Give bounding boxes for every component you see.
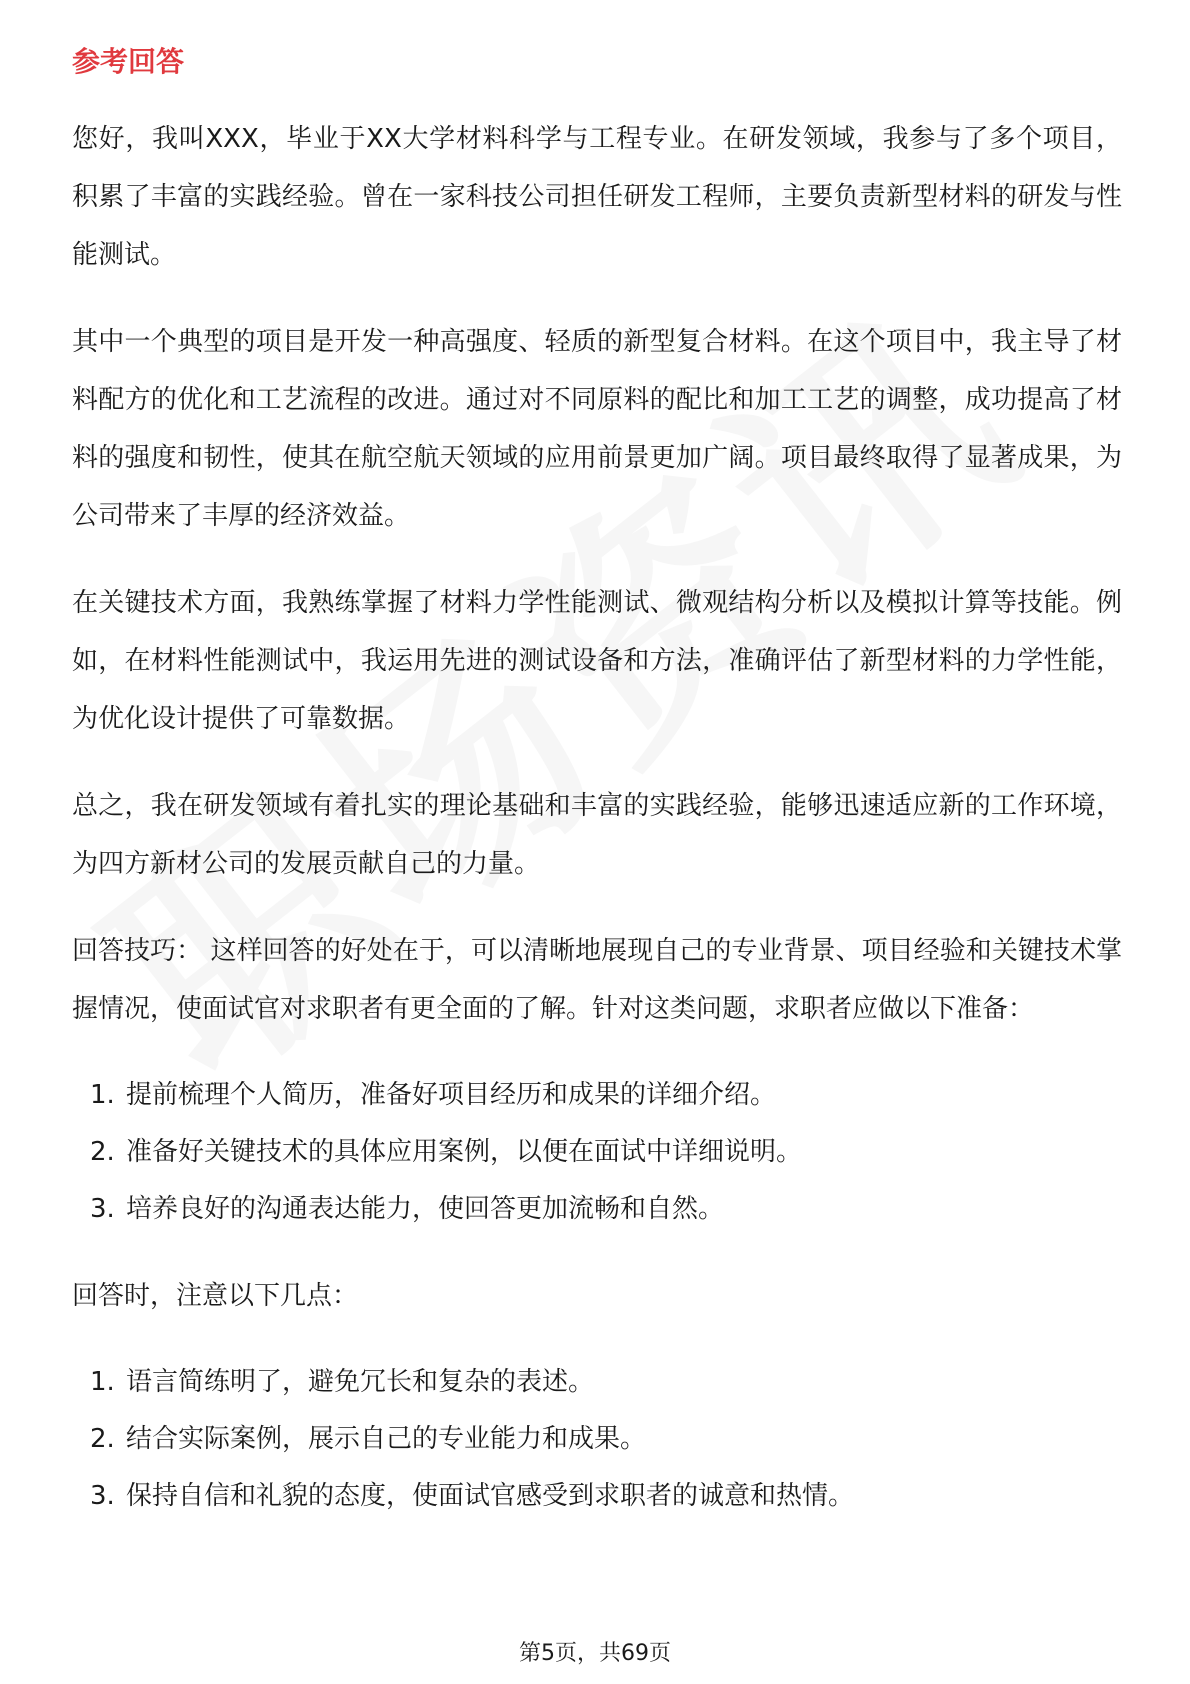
list-number: 2. bbox=[90, 1137, 115, 1167]
paragraph-project: 其中一个典型的项目是开发一种高强度、轻质的新型复合材料。在这个项目中，我主导了材料配方的优化和工艺流程的改进。通过对不同原料的配比和加工工艺的调整，成功提高了材料的强度和韧性，使其在航空航天领域的应用前景更加广阔。项目最终取得了显著成果，为公司带来了丰厚的经济效益。 bbox=[72, 327, 1122, 531]
paragraph-summary: 总之，我在研发领域有着扎实的理论基础和丰富的实践经验，能够迅速适应新的工作环境，为四方新材公司的发展贡献自己的力量。 bbox=[72, 791, 1122, 879]
list-text: 结合实际案例，展示自己的专业能力和成果。 bbox=[126, 1424, 647, 1454]
paragraph-notes-heading: 回答时，注意以下几点： bbox=[72, 1281, 359, 1311]
list-text: 提前梳理个人简历，准备好项目经历和成果的详细介绍。 bbox=[126, 1080, 777, 1110]
section-heading: 参考回答 bbox=[72, 45, 185, 78]
preparation-list bbox=[72, 1067, 1122, 1238]
list-item bbox=[72, 1067, 1122, 1124]
list-number: 1. bbox=[90, 1367, 115, 1397]
list-number: 1. bbox=[90, 1080, 115, 1110]
paragraph-intro: 您好，我叫XXX，毕业于XX大学材料科学与工程专业。在研发领域，我参与了多个项目，积累了丰富的实践经验。曾在一家科技公司担任研发工程师，主要负责新型材料的研发与性能测试。 bbox=[72, 124, 1122, 270]
list-item bbox=[72, 1124, 1122, 1181]
list-number: 2. bbox=[90, 1424, 115, 1454]
list-item bbox=[72, 1411, 1122, 1468]
notes-list bbox=[72, 1354, 1122, 1525]
list-item bbox=[72, 1354, 1122, 1411]
paragraph-tips: 回答技巧： 这样回答的好处在于，可以清晰地展现自己的专业背景、项目经验和关键技术掌握情况，使面试官对求职者有更全面的了解。针对这类问题，求职者应做以下准备： bbox=[72, 936, 1122, 1024]
list-number: 3. bbox=[90, 1194, 115, 1224]
list-text: 准备好关键技术的具体应用案例，以便在面试中详细说明。 bbox=[126, 1137, 803, 1167]
list-number: 3. bbox=[90, 1481, 115, 1511]
list-item bbox=[72, 1468, 1122, 1525]
paragraph-skills: 在关键技术方面，我熟练掌握了材料力学性能测试、微观结构分析以及模拟计算等技能。例如，在材料性能测试中，我运用先进的测试设备和方法，准确评估了新型材料的力学性能，为优化设计提供了可靠数据。 bbox=[72, 588, 1122, 734]
list-text: 培养良好的沟通表达能力，使回答更加流畅和自然。 bbox=[126, 1194, 725, 1224]
list-text: 语言简练明了，避免冗长和复杂的表述。 bbox=[126, 1367, 595, 1397]
page-footer: 第5页，共69页 bbox=[519, 1641, 671, 1666]
document-page bbox=[72, 44, 1122, 1554]
list-item bbox=[72, 1181, 1122, 1238]
list-text: 保持自信和礼貌的态度，使面试官感受到求职者的诚意和热情。 bbox=[126, 1481, 855, 1511]
